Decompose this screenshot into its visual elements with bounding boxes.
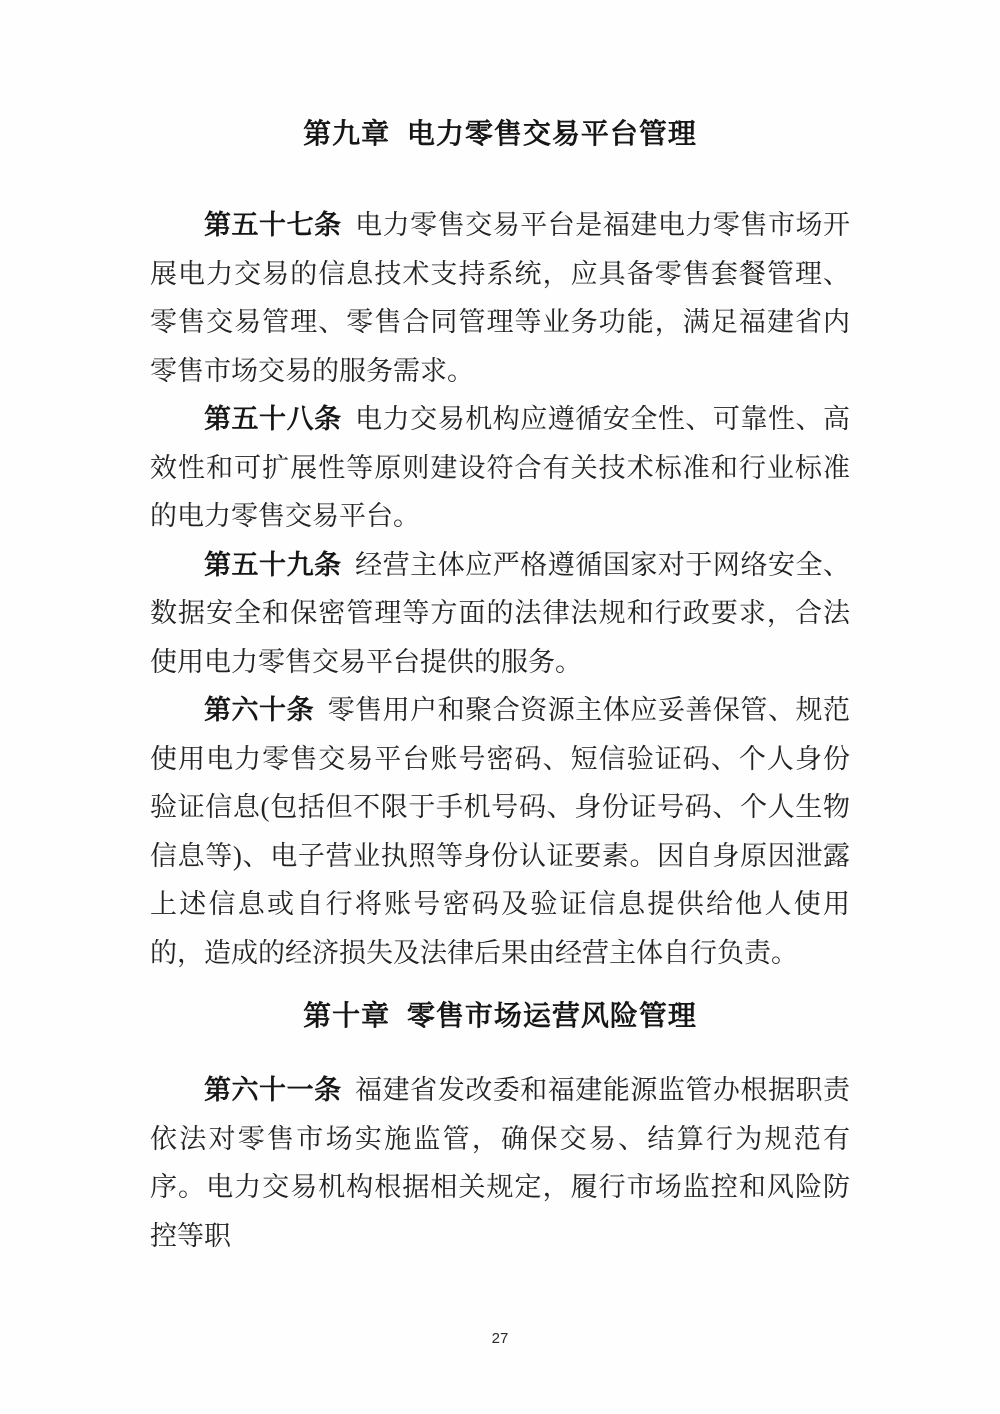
article-57-text: 电力零售交易平台是福建电力零售市场开展电力交易的信息技术支持系统，应具备零售套餐管理、零售交易管理、零售合同管理等业务功能，满足福建省内零售市场交易的服务需求。 [150, 210, 851, 386]
article-59-paragraph [150, 541, 850, 687]
article-61-text: 福建省发改委和福建能源监管办根据职责依法对零售市场实施监管，确保交易、结算行为规范有序。电力交易机构根据相关规定，履行市场监控和风险防控等职 [150, 1075, 851, 1251]
article-60-label: 第六十条 [204, 695, 315, 725]
article-60-text: 零售用户和聚合资源主体应妥善保管、规范使用电力零售交易平台账号密码、短信验证码、个人身份验证信息(包括但不限于手机号码、身份证号码、个人生物信息等)、电子营业执照等身份认证要素。因自身原因泄露上述信息或自行将账号密码及验证信息提供给他人使用的，造成的经济损失及法律后果由经营主体自行负责。 [150, 695, 851, 968]
article-61-paragraph [150, 1066, 850, 1260]
article-58-paragraph [150, 395, 850, 541]
article-60-paragraph [150, 686, 850, 977]
article-58-label: 第五十八条 [204, 404, 342, 434]
chapter-9-heading: 第九章 电力零售交易平台管理 [303, 118, 697, 149]
page-number: 27 [491, 1330, 509, 1347]
article-59-text: 经营主体应严格遵循国家对于网络安全、数据安全和保密管理等方面的法律法规和行政要求，合法使用电力零售交易平台提供的服务。 [150, 549, 851, 677]
article-57-label: 第五十七条 [204, 210, 342, 240]
article-58-text: 电力交易机构应遵循安全性、可靠性、高效性和可扩展性等原则建设符合有关技术标准和行业标准的电力零售交易平台。 [150, 404, 851, 531]
chapter-10-heading: 第十章 零售市场运营风险管理 [303, 1000, 697, 1031]
article-61-label: 第六十一条 [204, 1075, 342, 1105]
article-57-paragraph [150, 201, 850, 395]
article-59-label: 第五十九条 [204, 549, 342, 580]
